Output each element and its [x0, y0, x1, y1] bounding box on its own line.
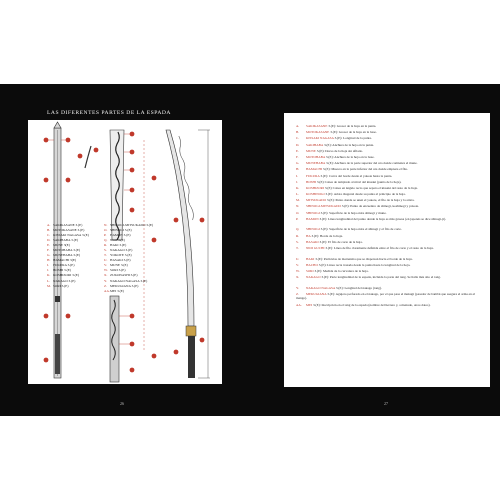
- legend-item: F. MOTOHABA 3.(E): [47, 248, 81, 253]
- entry-term: SAKIKASANE: [306, 124, 328, 128]
- entry-term: HAMON: [306, 216, 319, 221]
- legend-column-1: [47, 223, 89, 289]
- legend-item: A. SAKIKASANE 3.(E): [47, 223, 83, 227]
- entry-definition: 3.(E): Grosor de la hoja en la base.: [330, 130, 377, 135]
- legend-item: AA.MEI 3.(E): [104, 288, 124, 293]
- legend-item: H. HAMACHI 3(E): [47, 258, 77, 263]
- entry-term: SHINOGI-MITSUKADO: [306, 204, 341, 209]
- entry-definition: 3.(E): Punto donde se unen el yokote, el filo de la hoja y la arista.: [326, 198, 415, 203]
- legend-item: N. SHINOGI-MITSUKADO 3.(E): [104, 223, 154, 227]
- entry-term: MOTOHABA: [306, 154, 326, 159]
- entry-letter: K.: [296, 185, 300, 190]
- entry-term: SORI: [306, 268, 314, 273]
- legend-item: E. MUNE 3(E): [47, 243, 70, 248]
- entry-term: HAKI: [306, 256, 315, 261]
- legend-item: P. HAMON 3.(E): [104, 233, 131, 238]
- entry-term: KISSAKI NAGASA: [306, 136, 334, 141]
- page-number-right: 27: [384, 401, 388, 406]
- entry-definition: 3.(E): Inscripción en el tang de la espada (nombre del herrero y, a menudo, otros datos).: [312, 302, 431, 307]
- entry-definition: 3.(E): Superficie de la hoja entre el shinogi y el filo de corte.: [320, 227, 402, 232]
- page-number-left: 26: [120, 401, 124, 406]
- entry-term: NAKAGO NAGASA: [306, 285, 336, 290]
- entry-definition: 3.(E): Anchura de la hoja en la base.: [325, 154, 375, 159]
- entry-letter: F.: [296, 154, 299, 159]
- entry-definition: 3.(E): Superficie de la hoja entre shinogi y mune.: [320, 210, 387, 215]
- glossary-entry: [296, 245, 482, 256]
- entry-definition: 3.(E): Grosor de la hoja en la punta.: [328, 124, 377, 128]
- entry-definition: 3.(E): Línea longitudinal del punto donde la hoja es más gruesa (en japonés se dice shinogi-ji).: [319, 216, 447, 221]
- entry-definition: 3.(E): Curva del borde desde el yokote hasta la punta.: [320, 173, 393, 178]
- legend-item: X. ZUKONASHI 3.(E): [104, 273, 138, 278]
- legend-item: R. HAKI 3.(E): [104, 243, 127, 248]
- legend-item: O. SHINOGI 3.(E): [104, 228, 132, 233]
- entry-term: NIOI GUCHI: [306, 245, 325, 250]
- entry-definition: 3.(E): Parte longitudinal de la espada, incluida la parte del tang. Se halla más alto el tang.: [321, 275, 441, 280]
- entry-term: SAKIHABA: [306, 142, 324, 147]
- entry-letter: N.: [296, 204, 300, 209]
- entry-definition: 3.(E): El filo de corte de la hoja.: [319, 239, 363, 244]
- entry-letter: C.: [296, 136, 300, 141]
- entry-letter: G.: [296, 161, 300, 166]
- entry-term: FUKURA: [306, 173, 320, 178]
- legend-item: U. HASAKI 3.(E): [104, 258, 131, 263]
- legend-item: T. YOKOTE 3.(E): [104, 253, 132, 258]
- entry-letter: X.: [296, 275, 300, 280]
- entry-definition: 3.(E): Punto de encuentro de shinogi, koshinogi y yokote.: [341, 204, 419, 209]
- entry-letter: D.: [296, 142, 300, 147]
- entry-letter: V.: [296, 262, 299, 267]
- entry-term: MEI: [306, 302, 313, 307]
- glossary-entry: [296, 274, 482, 285]
- entry-letter: A.: [296, 124, 300, 128]
- entry-term: MITSUKADO: [306, 198, 327, 203]
- legend-item: W. SORI 3.(E): [104, 268, 126, 273]
- entry-term: NAKAGO: [306, 275, 321, 280]
- legend-item: C. KISSAKI NAGASA 3.(E): [47, 233, 89, 238]
- legend-item: D. SAKIHABA 3.(E): [47, 238, 79, 243]
- legend-item: G. MUNEHABA 3.(E): [47, 253, 81, 258]
- entry-definition: 3.(E): Longitud de la punta.: [334, 136, 372, 141]
- legend-item: K. KOSHIZORI 3.(E): [47, 273, 79, 278]
- legend-item: B. MOTOKASANE 3.(E): [47, 228, 85, 233]
- left-page: [0, 84, 250, 416]
- legend-item: Q. NIOI 3.(E): [104, 238, 125, 243]
- entry-definition: 3.(E): Línea en ángulo recto que separa el kissaki del resto de la hoja.: [324, 185, 418, 190]
- entry-definition: 3.(E): Agujero perforado en el nakago, por el que pasa el mekugi (pasador de bambú que asegura el arma en el mango).: [296, 291, 476, 300]
- glossary-entry: [296, 216, 482, 227]
- entry-letter: I.: [296, 173, 298, 178]
- entry-term: MOTOKASANE: [306, 130, 330, 135]
- entry-term: HAMACHI: [306, 167, 322, 172]
- entry-term: HASAKI: [306, 239, 319, 244]
- entry-letter: AA.: [296, 302, 302, 307]
- entry-letter: M.: [296, 198, 300, 203]
- entry-letter: L.: [296, 192, 299, 197]
- entry-term: MUNE: [306, 148, 316, 153]
- entry-letter: U.: [296, 256, 300, 261]
- glossary-list: [296, 123, 482, 312]
- legend-item: I. FUKURA 3.(E): [47, 263, 75, 268]
- entry-term: KOSHINOGI: [306, 192, 325, 197]
- entry-letter: S.: [296, 239, 299, 244]
- entry-letter: E.: [296, 148, 299, 153]
- entry-term: BOSHI: [306, 179, 317, 184]
- entry-letter: W.: [296, 268, 300, 273]
- page-title: LAS DIFERENTES PARTES DE LA ESPADA: [47, 110, 171, 116]
- entry-term: KOSHIZORI: [306, 185, 325, 190]
- legend-item: V. MUNE 3.(E): [104, 263, 128, 268]
- book-spread: [0, 84, 500, 416]
- entry-definition: 3.(E): Arista diagonal desde su punta al principio de la hoja.: [325, 192, 406, 197]
- entry-definition: 3.(E): Línea de templado al nivel del kissaki (punta de la hoja).: [316, 179, 402, 184]
- entry-definition: 3.(E): Anchura de la hoja en la punta.: [323, 142, 374, 147]
- glossary-entry: [296, 291, 482, 302]
- entry-letter: Q.: [296, 227, 300, 232]
- legend-item: S. NAKAGO 3.(E): [104, 248, 133, 253]
- entry-term: SHINOGI: [306, 210, 320, 215]
- entry-term: HACHO: [306, 262, 318, 267]
- entry-definition: 3.(E): Medida de la curvatura de la hoja.: [314, 268, 369, 273]
- entry-term: HA: [306, 233, 311, 238]
- entry-definition: 3.(E): Borde de la hoja.: [311, 233, 343, 238]
- entry-definition: 3.(E): Partículas de martensita que se dispersan hacia el borde de la hoja.: [315, 256, 413, 261]
- entry-letter: Z.: [296, 291, 299, 296]
- entry-letter: P.: [296, 216, 299, 221]
- entry-definition: 3.(E): Dorso de la hoja sin afilado.: [316, 148, 363, 153]
- entry-letter: T.: [296, 245, 299, 250]
- entry-definition: 3.(E): Longitud del nakago (tang).: [335, 285, 382, 290]
- legend-item: L. NAKAGO 3.(E): [47, 278, 76, 283]
- entry-letter: B.: [296, 130, 300, 135]
- legend-item: Z. MEKUGIANA 3.(E): [104, 283, 139, 288]
- legend-column-2: [104, 223, 153, 294]
- right-page: [284, 113, 490, 387]
- legend-item: Y. NAKAGO NAGASA 3.(E): [104, 278, 148, 283]
- entry-term: MUNEHABA: [306, 161, 326, 166]
- entry-letter: Y.: [296, 285, 299, 290]
- glossary-entry: [296, 302, 482, 313]
- legend-item: M. SORI 3.(E): [47, 283, 69, 288]
- entry-definition: 3.(E): Línea recta trazada desde la punta hasta la longitud de la hoja.: [318, 262, 411, 267]
- entry-letter: H.: [296, 167, 300, 172]
- entry-letter: J.: [296, 179, 299, 184]
- entry-term: SHINOGI: [306, 227, 320, 232]
- entry-definition: 3.(E): Anchura de la parte superior del ura donde comienza el mune.: [325, 161, 418, 166]
- entry-term: MEKUGIANA: [306, 291, 327, 296]
- entry-definition: 3.(E): Muesca en la parte inferior del ura donde empieza el filo.: [322, 167, 408, 172]
- legend-item: J. BOSHI 3.(E): [47, 268, 71, 273]
- entry-definition: 3.(E): Línea de filo claramente definida entre el filo de corte y el resto de la hoja.: [325, 245, 434, 250]
- entry-letter: O.: [296, 210, 300, 215]
- entry-letter: R.: [296, 233, 300, 238]
